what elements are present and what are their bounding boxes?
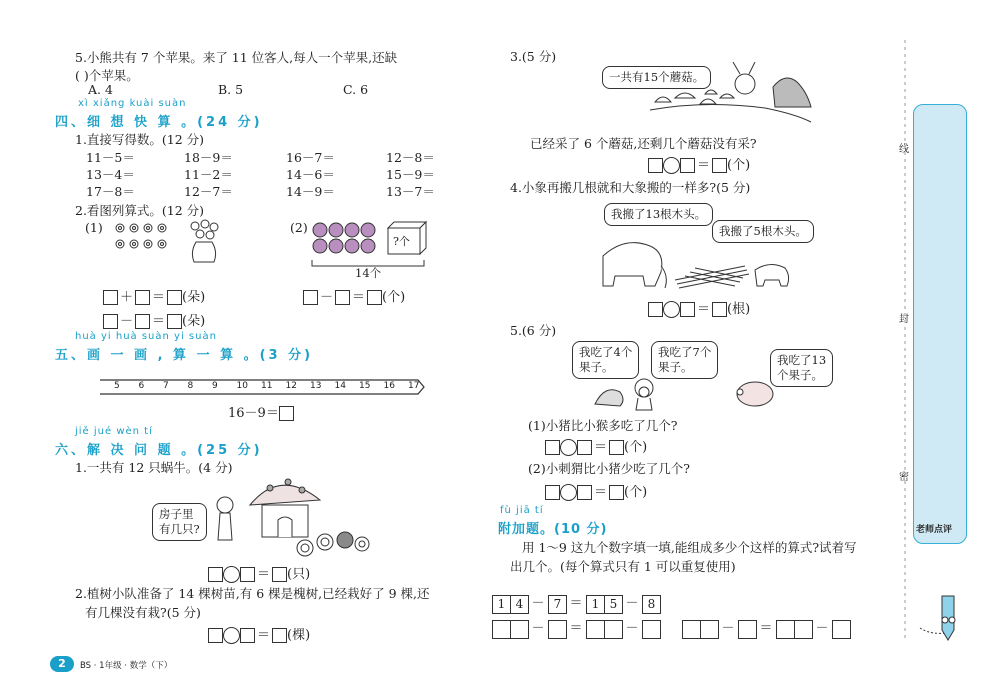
bubble-line: 我吃了7个 bbox=[658, 345, 712, 359]
q2-equation-2: － ＝ (个) bbox=[303, 286, 405, 305]
q5-option-b: B. 5 bbox=[218, 82, 244, 97]
calc-item: 17－8＝ bbox=[86, 184, 135, 199]
unit: (个) bbox=[624, 485, 648, 500]
ruler-tick-label: 17 bbox=[408, 381, 420, 391]
calc-item: 18－9＝ bbox=[184, 150, 233, 165]
sec4-pinyin: xì xiǎng kuài suàn bbox=[78, 98, 187, 109]
unit: (根) bbox=[727, 302, 751, 317]
operator: ＝ bbox=[569, 596, 583, 611]
animals-illustration bbox=[590, 374, 780, 414]
binding-char-2: 封 bbox=[899, 314, 909, 325]
p5-equation-2: ＝ (个) bbox=[545, 481, 647, 501]
p4-speech-bubble-2: 我搬了5根木头。 bbox=[712, 220, 814, 243]
q5-line2: ( )个苹果。 bbox=[75, 68, 139, 83]
blank-cell[interactable] bbox=[738, 620, 757, 639]
calc-item: 14－6＝ bbox=[286, 167, 335, 182]
unit: (只) bbox=[287, 567, 311, 582]
operator: － bbox=[721, 621, 735, 636]
q1-title: 1.直接写得数。(12 分) bbox=[75, 132, 205, 147]
blank-cell[interactable] bbox=[492, 620, 511, 639]
blank-cell[interactable] bbox=[832, 620, 851, 639]
blank-cell[interactable] bbox=[586, 620, 605, 639]
ruler-tick-label: 13 bbox=[310, 381, 322, 391]
sec5-pinyin: huà yi huà suàn yi suàn bbox=[75, 331, 217, 342]
calc-item: 11－5＝ bbox=[86, 150, 135, 165]
q2-title: 2.看图列算式。(12 分) bbox=[75, 203, 205, 218]
dotted-cut-line bbox=[903, 40, 907, 640]
p3-equation: ＝ (个) bbox=[648, 154, 750, 174]
ruler-tick-label: 6 bbox=[138, 381, 145, 391]
operator: － bbox=[815, 621, 829, 636]
book-label: BS · 1年级 · 数学（下） bbox=[80, 661, 173, 671]
blank-cell[interactable] bbox=[548, 620, 567, 639]
calc-item: 11－2＝ bbox=[184, 167, 233, 182]
box-label: ?个 bbox=[393, 235, 410, 248]
total-label: 14个 bbox=[355, 266, 382, 280]
calc-item: 12－7＝ bbox=[184, 184, 233, 199]
p1-speech-bubble bbox=[152, 503, 207, 541]
q2-equation-1: ＋ ＝ (朵) bbox=[103, 286, 205, 305]
pencil-mascot-icon bbox=[912, 590, 972, 650]
q2-equation-3: － ＝ (朵) bbox=[103, 310, 205, 329]
unit: (个) bbox=[727, 158, 751, 173]
bubble-line: 果子。 bbox=[658, 360, 693, 374]
ruler-tick-label: 14 bbox=[334, 381, 346, 391]
blank-equation-1 bbox=[492, 620, 660, 639]
extra-line2: 出几个。(每个算式只有 1 可以重复使用) bbox=[510, 559, 736, 574]
p3-title: 3.(5 分) bbox=[510, 49, 557, 64]
p1-title: 1.一共有 12 只蜗牛。(4 分) bbox=[75, 460, 233, 475]
blank-cell[interactable] bbox=[794, 620, 813, 639]
p5-title: 5.(6 分) bbox=[510, 323, 557, 338]
bubble-line: 我吃了13 bbox=[777, 353, 827, 367]
elephants-logs-illustration bbox=[595, 236, 805, 296]
unit: (朵) bbox=[182, 314, 206, 329]
p5-equation-1: ＝ (个) bbox=[545, 436, 647, 456]
blank-cell[interactable] bbox=[642, 620, 661, 639]
mushroom-house-illustration bbox=[210, 470, 390, 560]
ruler-tick-label: 7 bbox=[163, 381, 169, 391]
ruler-tick-label: 10 bbox=[236, 381, 248, 391]
calc-item: 12－8＝ bbox=[386, 150, 435, 165]
sec6-pinyin: jiě jué wèn tí bbox=[75, 426, 153, 437]
operator: ＝ bbox=[569, 621, 583, 636]
ruler-tick-label: 5 bbox=[114, 381, 120, 391]
sec5-title: 五、画 一 画 , 算 一 算 。(3 分) bbox=[55, 348, 314, 363]
digit-cell: 1 bbox=[586, 595, 605, 614]
blank-cell[interactable] bbox=[510, 620, 529, 639]
calc-item: 15－9＝ bbox=[386, 167, 435, 182]
bubble-line: 果子。 bbox=[579, 360, 614, 374]
p4-equation: ＝ (根) bbox=[648, 298, 750, 318]
unit: (个) bbox=[382, 290, 406, 305]
q5-line1: 5.小熊共有 7 个苹果。来了 11 位客人,每人一个苹果,还缺 bbox=[75, 50, 398, 65]
bubble-line: 个果子。 bbox=[777, 368, 823, 382]
q5-option-c: C. 6 bbox=[343, 82, 369, 97]
p3-speech-bubble: 一共有15个蘑菇。 bbox=[602, 66, 711, 89]
p4-speech-bubble-1: 我搬了13根木头。 bbox=[604, 203, 713, 226]
operator: － bbox=[531, 621, 545, 636]
bubble-line: 房子里 bbox=[159, 507, 194, 521]
p2-equation: ＝ (棵) bbox=[208, 624, 310, 644]
digit-cell: 4 bbox=[510, 595, 529, 614]
extra-title: 附加题。(10 分) bbox=[498, 522, 608, 537]
p4-title: 4.小象再搬几根就和大象搬的一样多?(5 分) bbox=[510, 180, 751, 195]
extra-line1: 用 1～9 这九个数字填一填,能组成多少个这样的算式?试着写 bbox=[522, 540, 857, 555]
calc-item: 16－7＝ bbox=[286, 150, 335, 165]
blank-cell[interactable] bbox=[776, 620, 795, 639]
p1-equation: ＝ (只) bbox=[208, 563, 310, 583]
binding-char-1: 线 bbox=[899, 144, 909, 155]
calc-item: 13－4＝ bbox=[86, 167, 135, 182]
digit-cell: 7 bbox=[548, 595, 567, 614]
p3-text: 已经采了 6 个蘑菇,还剩几个蘑菇没有采? bbox=[530, 136, 757, 151]
digit-cell: 8 bbox=[642, 595, 661, 614]
operator: － bbox=[625, 621, 639, 636]
operator: － bbox=[625, 596, 639, 611]
p5-sub2: (2)小刺猬比小猪少吃了几个? bbox=[528, 461, 690, 476]
p2-line2: 有几棵没有栽?(5 分) bbox=[85, 605, 201, 620]
ruler-tick-label: 12 bbox=[285, 381, 297, 391]
teacher-comment-panel[interactable] bbox=[913, 104, 967, 544]
ruler-tick-label: 11 bbox=[261, 381, 273, 391]
bubble-line: 我吃了4个 bbox=[579, 345, 633, 359]
ruler-tick-label: 15 bbox=[359, 381, 371, 391]
example-equation bbox=[492, 595, 660, 614]
digit-cell: 1 bbox=[492, 595, 511, 614]
unit: (个) bbox=[624, 440, 648, 455]
teacher-comment-label: 老师点评 bbox=[916, 525, 953, 535]
mushrooms-rabbit-illustration bbox=[645, 62, 815, 124]
unit: (棵) bbox=[287, 628, 311, 643]
page-number: 2 bbox=[50, 656, 74, 672]
ruler-tick-label: 9 bbox=[212, 381, 218, 391]
ruler-tick-label: 16 bbox=[383, 381, 395, 391]
ruler-equation bbox=[228, 402, 294, 421]
calc-item: 14－9＝ bbox=[286, 184, 335, 199]
unit: (朵) bbox=[182, 290, 206, 305]
blank-equation-2 bbox=[682, 620, 850, 639]
binding-char-3: 密 bbox=[899, 472, 909, 483]
ruler bbox=[100, 378, 425, 396]
operator: － bbox=[531, 596, 545, 611]
digit-cell: 5 bbox=[604, 595, 623, 614]
p5-sub1: (1)小猪比小猴多吃了几个? bbox=[528, 418, 678, 433]
sec6-title: 六、解 决 问 题 。(25 分) bbox=[55, 443, 263, 458]
q5-option-a: A. 4 bbox=[88, 82, 113, 97]
blank-cell[interactable] bbox=[604, 620, 623, 639]
ruler-tick-label: 8 bbox=[187, 381, 194, 391]
operator: ＝ bbox=[759, 621, 773, 636]
sec4-title: 四、细 想 快 算 。(24 分) bbox=[55, 115, 263, 130]
blank-cell[interactable] bbox=[700, 620, 719, 639]
q2-part1-label: (1) bbox=[85, 220, 103, 235]
p2-line1: 2.植树小队准备了 14 棵树苗,有 6 棵是槐树,已经栽好了 9 棵,还 bbox=[75, 586, 430, 601]
ruler-eq-text: 16－9＝ bbox=[228, 406, 279, 421]
flowers-illustration bbox=[110, 218, 230, 268]
extra-pinyin: fù jiā tí bbox=[500, 505, 544, 516]
bubble-line: 有几只? bbox=[159, 522, 200, 536]
blank-cell[interactable] bbox=[682, 620, 701, 639]
calc-item: 13－7＝ bbox=[386, 184, 435, 199]
q2-part2-label: (2) bbox=[290, 220, 308, 235]
